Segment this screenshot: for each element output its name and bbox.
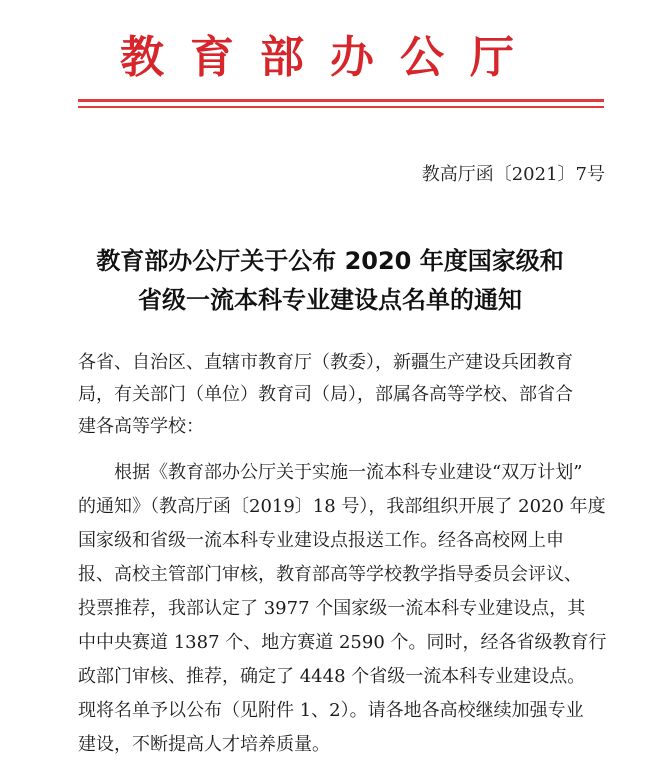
body-line: 投票推荐，我部认定了 3977 个国家级一流本科专业建设点，其 [78,598,586,619]
notice-title-line-2: 省级一流本科专业建设点名单的通知 [138,286,522,314]
body-line: 国家级和省级一流本科专业建设点报送工作。经各高校网上申 [78,530,564,551]
body-line: 建各高等学校： [78,416,204,437]
letterhead-title: 教育部办公厅 [120,32,540,83]
document-number: 教高厅函〔2021〕7号 [421,164,605,185]
body-line: 建设，不断提高人才培养质量。 [78,734,330,755]
body-line: 的通知》（教高厅函〔2019〕18 号），我部组织开展了 2020 年度 [78,496,606,517]
body-line: 局，有关部门（单位）教育司（局），部属各高等学校、部省合 [78,384,573,405]
body-line: 政部门审核、推荐，确定了 4448 个省级一流本科专业建设点。 [78,666,586,687]
body-line: 中中央赛道 1387 个、地方赛道 2590 个。同时，经各省级教育行 [78,632,607,653]
notice-title-line-1: 教育部办公厅关于公布 2020 年度国家级和 [96,247,564,275]
body-line: 现将名单予以公布（见附件 1、2）。请各地各高校继续加强专业 [78,700,584,721]
body-line: 根据《教育部办公厅关于实施一流本科专业建设“双万计划” [78,462,583,483]
letterhead-rule-thick [78,99,604,102]
body-line: 各省、自治区、直辖市教育厅（教委），新疆生产建设兵团教育 [78,352,573,373]
body-line: 报、高校主管部门审核，教育部高等学校教学指导委员会评议、 [78,564,582,585]
letterhead-rule-thin [78,106,604,108]
